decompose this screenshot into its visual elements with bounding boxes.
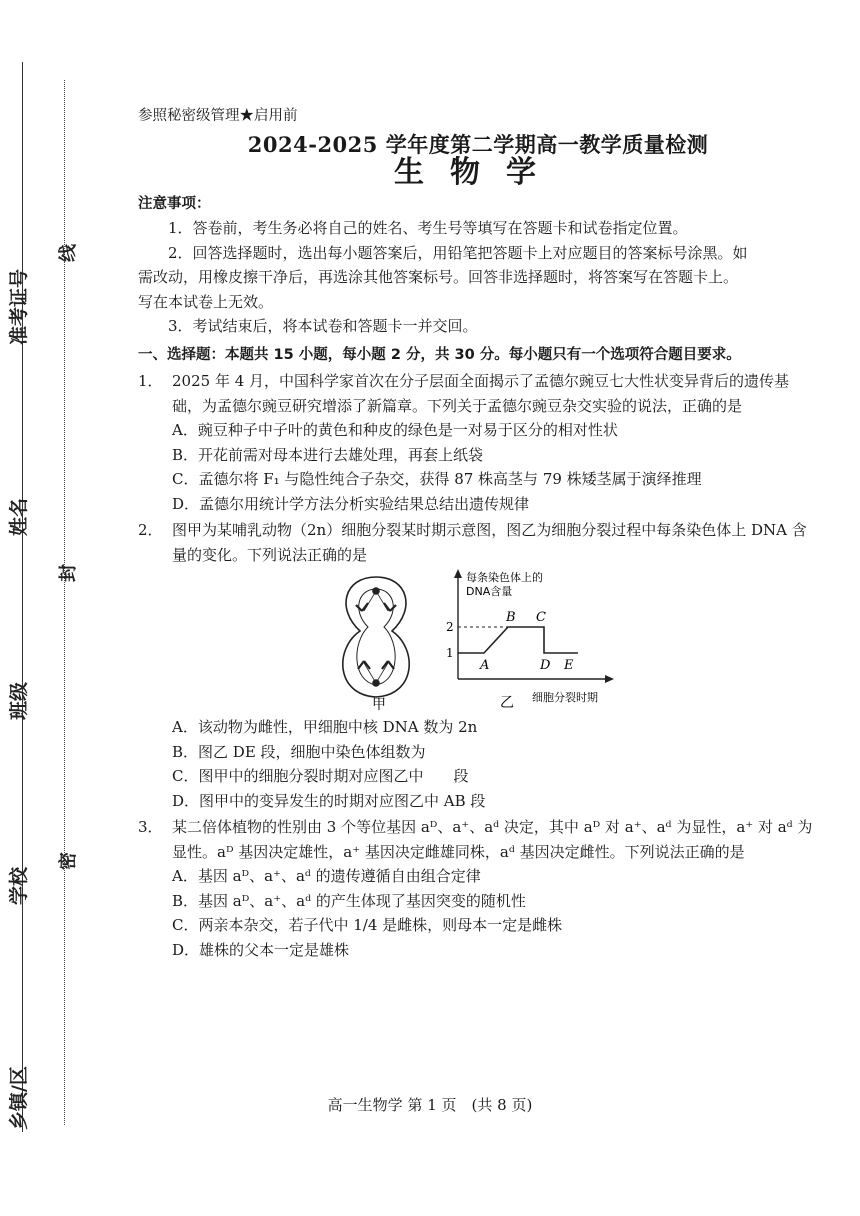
point-e: E <box>564 658 574 673</box>
question-2 <box>138 518 818 567</box>
note-item: 写在本试卷上无效。 <box>138 292 274 311</box>
section-heading: 一、选择题：本题共 15 小题，每小题 2 分，共 30 分。每小题只有一个选项符合题目要求。 <box>138 346 741 363</box>
point-b: B <box>506 610 516 625</box>
question-stem: 2025 年 4 月，中国科学家首次在分子层面全面揭示了孟德尔豌豆七大性状变异背后的遗传基础，为孟德尔豌豆研究增添了新篇章。下列关于孟德尔豌豆杂交实验的说法，正确的是 <box>172 372 790 415</box>
note-item: 2．回答选择题时，选出每小题答案后，用铅笔把答题卡上对应题目的答案标号涂黑。如 <box>168 243 748 262</box>
option-d: D．雄株的父本一定是雄株 <box>172 940 350 959</box>
option-d: D．孟德尔用统计学方法分析实验结果总结出遗传规律 <box>172 494 530 513</box>
x-axis-title: 细胞分裂时期 <box>532 691 598 704</box>
question-2-figure <box>138 569 818 711</box>
y-axis-title-2: DNA含量 <box>466 585 513 598</box>
question-1 <box>138 369 818 418</box>
option-a: A．基因 aᴰ、a⁺、aᵈ 的遗传遵循自由组合定律 <box>172 867 481 885</box>
question-stem: 某二倍体植物的性别由 3 个等位基因 aᴰ、a⁺、aᵈ 决定，其中 aᴰ 对 a⁺、aᵈ 为显性，a⁺ 对 aᵈ 为显性。aᴰ 基因决定雄性，a⁺ 基因决定雌雄同株，aᵈ 基因决定雌性。下列说法正确的是 <box>172 818 813 861</box>
y-tick-1: 1 <box>446 646 454 660</box>
field-class: 班级 <box>8 681 30 720</box>
binding-margin-line <box>22 62 23 1132</box>
note-item: 1．答卷前，考生务必将自己的姓名、考生号等填写在答题卡和试卷指定位置。 <box>168 219 688 237</box>
question-number: 1． <box>138 372 163 390</box>
y-axis-title-1: 每条染色体上的 <box>466 571 543 584</box>
note-item: 需改动，用橡皮擦干净后，再选涂其他答案标号。回答非选择题时，将答案写在答题卡上。 <box>138 268 739 286</box>
option-a: A．豌豆种子中子叶的黄色和种皮的绿色是一对易于区分的相对性状 <box>172 421 618 439</box>
seal-mark-xian: 线 <box>58 244 79 262</box>
notes-heading: 注意事项： <box>138 195 211 212</box>
question-stem: 图甲为某哺乳动物（2n）细胞分裂某时期示意图，图乙为细胞分裂过程中每条染色体上 DNA 含量的变化。下列说法正确的是 <box>172 521 807 564</box>
option-c: C．孟德尔将 F₁ 与隐性纯合子杂交，获得 87 株高茎与 79 株矮茎属于演绎推理 <box>172 470 702 488</box>
cell-diagram <box>343 577 409 697</box>
option-c: C．两亲本杂交，若子代中 1/4 是雌株，则母本一定是雌株 <box>172 916 563 934</box>
option-d: D．图甲中的变异发生的时期对应图乙中 AB 段 <box>172 791 486 810</box>
y-tick-2: 2 <box>446 620 454 634</box>
option-c: C．图甲中的细胞分裂时期对应图乙中 段 <box>172 767 469 785</box>
seal-dotted-line <box>64 80 65 1125</box>
field-exam-number: 准考证号 <box>8 268 30 345</box>
option-b: B．图乙 DE 段，细胞中染色体组数为 <box>172 742 426 761</box>
point-d: D <box>540 658 551 673</box>
point-c: C <box>536 610 546 625</box>
figure-svg <box>138 569 818 711</box>
seal-mark-feng: 封 <box>58 564 79 582</box>
option-a: A．该动物为雌性，甲细胞中核 DNA 数为 2n <box>172 718 478 736</box>
figure-label-yi: 乙 <box>500 695 514 711</box>
page-footer: 高一生物学 第 1 页 (共 8 页) <box>327 1096 533 1114</box>
option-b: B．开花前需对母本进行去雄处理，再套上纸袋 <box>172 445 484 464</box>
note-item: 3．考试结束后，将本试卷和答题卡一并交回。 <box>168 317 478 335</box>
seal-mark-mi: 密 <box>58 852 79 870</box>
option-b: B．基因 aᴰ、a⁺、aᵈ 的产生体现了基因突变的随机性 <box>172 891 526 910</box>
figure-label-jia: 甲 <box>372 697 386 711</box>
question-number: 3． <box>138 818 163 836</box>
field-school: 学校 <box>8 866 30 905</box>
field-name: 姓名 <box>8 497 30 536</box>
field-township: 乡镇/区 <box>8 1066 30 1130</box>
exam-title: 2024-2025 学年度第二学期高一教学质量检测 <box>247 131 709 157</box>
secret-label: 参照秘密级管理★启用前 <box>138 108 298 124</box>
point-a: A <box>480 658 490 673</box>
question-3 <box>138 815 818 864</box>
subject-title: 生物学 <box>394 155 562 190</box>
question-number: 2． <box>138 521 163 539</box>
exam-content <box>138 104 818 962</box>
